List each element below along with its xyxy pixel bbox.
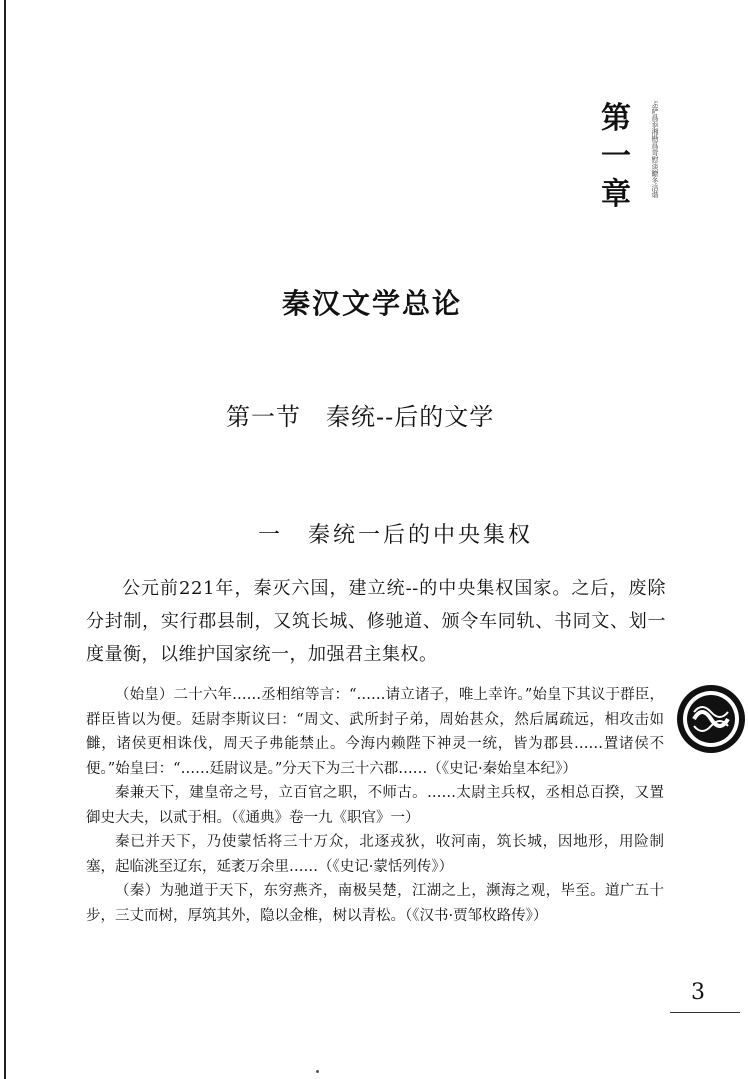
page-number: 3 <box>691 980 705 1005</box>
body-paragraph: 公元前221年，秦灭六国，建立统--的中央集权国家。之后，废除分封制，实行郡县制，又筑长城、修驰道、颁令车同轨、书同文、划一度量衡，以维护国家统一，加强君主集权。 <box>86 578 666 665</box>
chapter-char: 第 <box>601 101 631 136</box>
section-title: 第一节 秦统--后的文学 <box>226 403 495 431</box>
chapter-side-strip: ぷ萨爲忝湘勘爲苛慰谈瞭冬涪谐 <box>651 100 659 198</box>
chapter-char: 章 <box>601 177 631 212</box>
quote-paragraph: 秦已并天下，乃使蒙恬将三十万众，北逐戎狄，收河南，筑长城，因地形，用险制塞，起临洮至辽东，延袤万余里……（《史记·蒙恬列传》） <box>86 834 664 875</box>
quote-paragraph: （秦）为驰道于天下，东穷燕齐，南极吴楚，江湖之上，濒海之观，毕至。道广五十步，三丈而树，厚筑其外，隐以金椎，树以青松。（《汉书·贾邹枚路传》） <box>86 883 664 924</box>
page-number-rule <box>670 1012 740 1013</box>
quote-paragraph: 秦兼天下，建皇帝之号，立百官之职，不师古。……太尉主兵权，丞相总百揆，又置御史大夫，以贰于相。（《通典》卷一九《职官》一） <box>86 785 664 826</box>
chapter-char: 一 <box>601 139 631 174</box>
quotation-block <box>86 683 664 928</box>
quote-paragraph: （始皇）二十六年……丞相绾等言：“……请立诸子，唯上幸许。”始皇下其议于群臣，群臣皆以为便。廷尉李斯议曰：“周文、武所封子弟，周始甚众，然后属疏远，相攻击如雠，诸侯更相诛伐，周天子弗能禁止。今海内赖陛下神灵一统，皆为郡县……置诸侯不便。”始皇曰：“……廷尉议是。”分天下为三十六郡……（《史记·秦始皇本纪》） <box>86 687 664 777</box>
scan-speck <box>316 1070 319 1073</box>
page-border <box>4 0 6 1079</box>
chapter-title: 秦汉文学总论 <box>281 287 462 320</box>
subsection-title: 一 秦统一后的中央集权 <box>258 523 534 548</box>
body-text <box>86 572 666 671</box>
ornament-icon <box>674 682 748 756</box>
chapter-label <box>596 100 636 214</box>
